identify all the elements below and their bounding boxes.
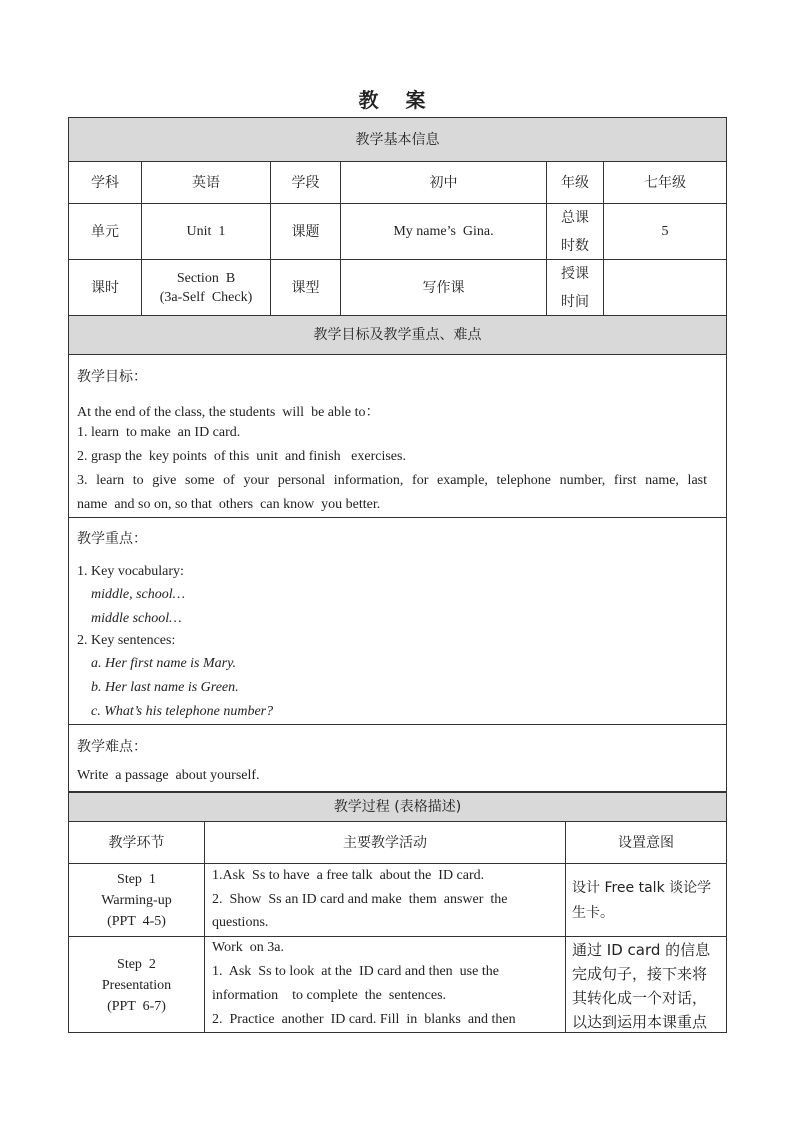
table-row-step	[69, 937, 204, 1033]
unit-label: 单元	[91, 223, 119, 240]
objectives-label: 教学目标：	[77, 369, 147, 385]
goals-header: 教学目标及教学重点、难点	[313, 327, 482, 343]
objective-line: name and so on, so that others can know you better.	[77, 497, 381, 512]
total-hours-label-line2: 时数	[561, 237, 589, 254]
subject-label: 学科	[91, 174, 119, 191]
period-value	[142, 260, 270, 315]
total-hours-label	[547, 204, 603, 259]
table-row-step	[69, 864, 204, 936]
key-point-line: 1. Key vocabulary:	[77, 564, 184, 579]
difficulty-label: 教学难点：	[77, 739, 147, 755]
grade-value: 七年级	[644, 174, 686, 191]
activity-line: information to complete the sentences.	[212, 988, 447, 1003]
activity-line: Work on 3a.	[212, 940, 284, 955]
step-phase: Presentation	[101, 977, 172, 993]
topic-value: My name’s Gina.	[393, 223, 494, 239]
step-ppt: (PPT 6-7)	[107, 998, 166, 1014]
stage-label: 学段	[291, 174, 320, 191]
activity-line: 1.Ask Ss to have a free talk about the ID card.	[212, 868, 485, 883]
taught-time-label-line1: 授课	[561, 265, 589, 282]
step-ppt: (PPT 4-5)	[107, 913, 166, 929]
activity-line: questions.	[212, 915, 269, 930]
difficulty-text: Write a passage about yourself.	[77, 768, 260, 783]
period-value-line2: (3a-Self Check)	[159, 289, 253, 305]
unit-value: Unit 1	[186, 223, 226, 239]
period-label: 课时	[91, 279, 119, 296]
column-header-step: 教学环节	[108, 834, 165, 851]
column-header-intent: 设置意图	[618, 834, 674, 851]
key-points-label: 教学重点：	[77, 531, 147, 547]
taught-time-label-line2: 时间	[561, 293, 589, 310]
objective-line: At the end of the class, the students will be able to：	[77, 405, 380, 420]
topic-label: 课题	[291, 223, 320, 240]
intent-line: 生卡。	[572, 905, 614, 921]
type-value: 写作课	[422, 279, 465, 296]
key-point-line: middle school…	[91, 611, 182, 626]
intent-line: 通过 ID card 的信息	[572, 941, 711, 959]
step-title: Step 2	[117, 956, 156, 972]
objective-line: 1. learn to make an ID card.	[77, 425, 241, 440]
objective-line: 3. learn to give some of your personal information, for example, telephone number, first name, last	[77, 473, 707, 488]
total-hours-value: 5	[661, 223, 669, 239]
type-label: 课型	[291, 279, 320, 296]
intent-line: 设计 Free talk 谈论学	[572, 880, 712, 896]
basic-info-header: 教学基本信息	[355, 131, 440, 148]
key-point-line: middle, school…	[91, 587, 186, 602]
intent-line: 完成句子，接下来将	[572, 965, 708, 983]
key-point-line: 2. Key sentences:	[77, 633, 176, 648]
step-phase: Warming-up	[101, 892, 172, 908]
step-title: Step 1	[117, 871, 156, 887]
period-value-line1: Section B	[176, 270, 236, 286]
total-hours-label-line1: 总课	[561, 209, 589, 226]
intent-line: 其转化成一个对话，	[572, 989, 708, 1007]
objective-line: 2. grasp the key points of this unit and finish exercises.	[77, 449, 406, 464]
column-header-activities: 主要教学活动	[343, 834, 427, 851]
taught-time-value	[604, 260, 726, 315]
grade-label: 年级	[561, 174, 589, 191]
stage-value: 初中	[429, 174, 458, 191]
activity-line: 2. Practice another ID card. Fill in blanks and then	[212, 1012, 516, 1027]
taught-time-label	[547, 260, 603, 315]
subject-value: 英语	[192, 174, 220, 191]
page-title: 教 案	[358, 88, 436, 112]
activity-line: 1. Ask Ss to look at the ID card and then use the	[212, 964, 499, 979]
key-point-line: c. What’s his telephone number?	[91, 704, 274, 719]
process-header: 教学过程 (表格描述)	[333, 799, 462, 815]
key-point-line: b. Her last name is Green.	[91, 680, 239, 695]
intent-line: 以达到运用本课重点	[572, 1013, 708, 1031]
activity-line: 2. Show Ss an ID card and make them answer the	[212, 892, 508, 907]
key-point-line: a. Her first name is Mary.	[91, 656, 237, 671]
